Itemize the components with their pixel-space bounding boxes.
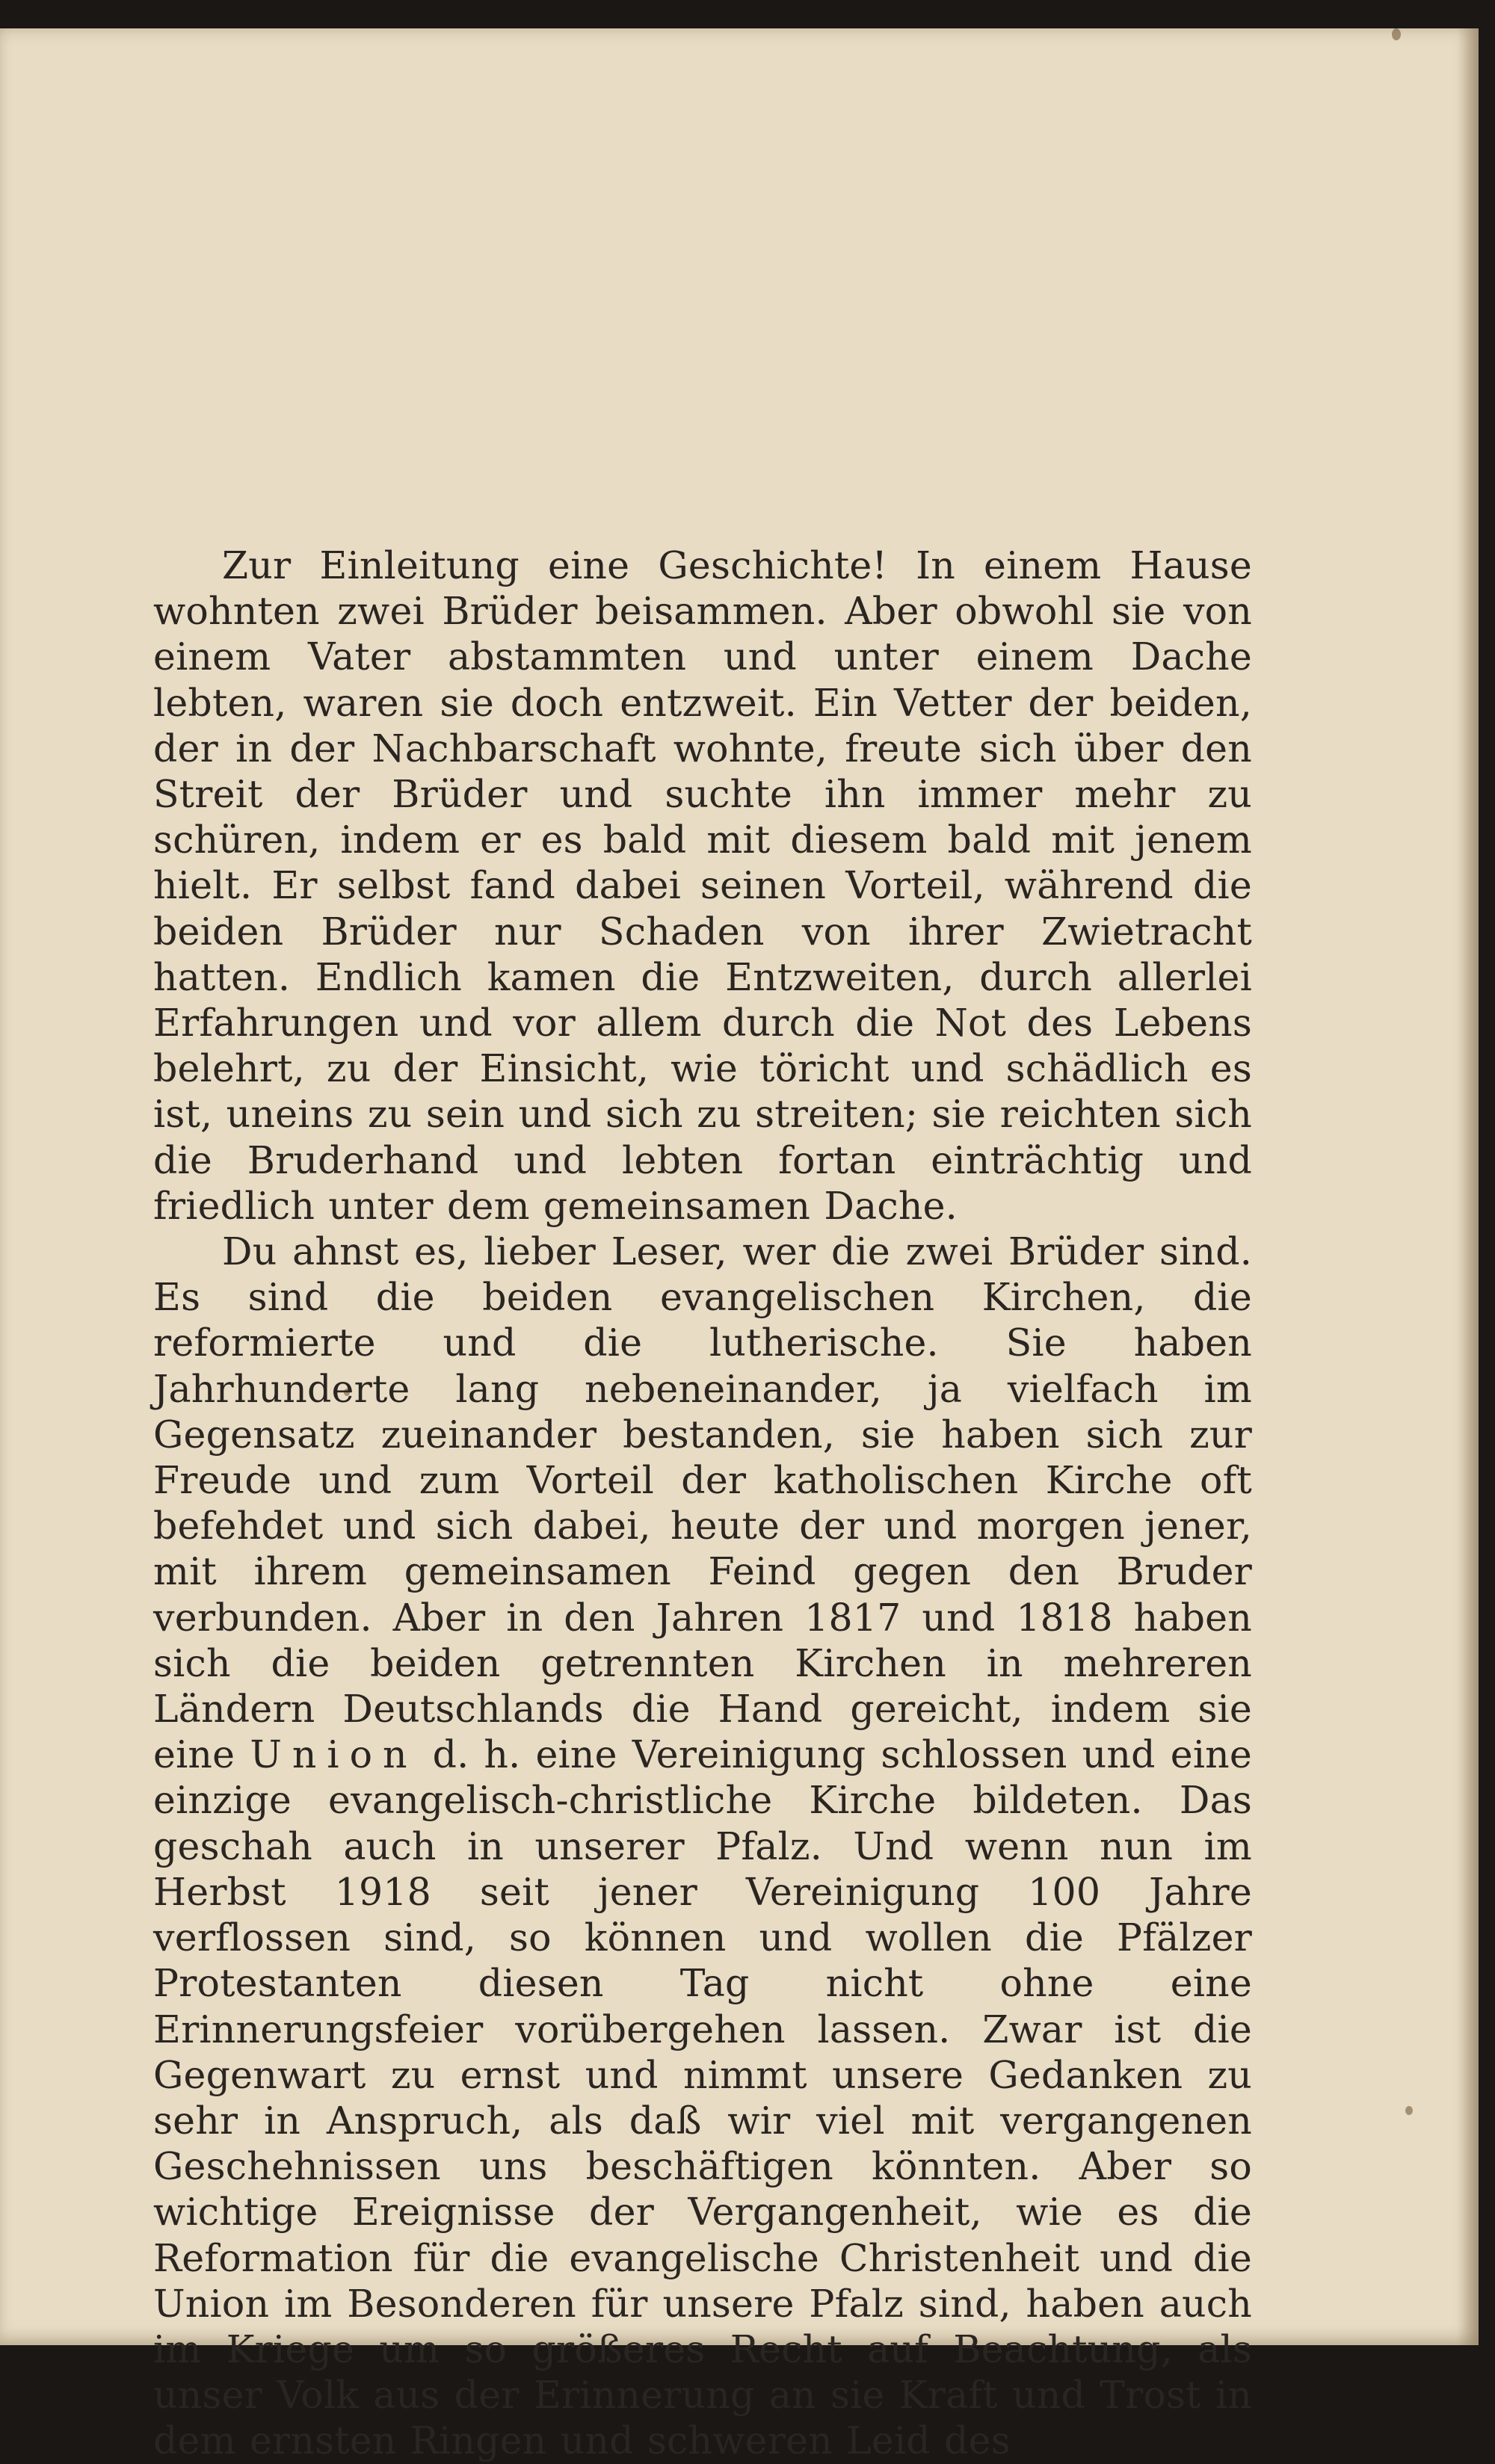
paragraph-intro-story: Zur Einleitung eine Geschichte! In einem Hause wohnten zwei Brüder beisammen. Aber obwohl sie von einem Vater abstammten und unter einem Dache lebten, waren sie doch entzweit. Ein Vetter der beiden, der in der Nachbarschaft wohnte, freute sich über den Streit der Brüder und suchte ihn immer mehr zu schüren, indem er es bald mit diesem bald mit jenem hielt. Er selbst fand dabei seinen Vorteil, während die beiden Brüder nur Schaden von ihrer Zwietracht hatten. Endlich kamen die Entzweiten, durch allerlei Erfahrungen und vor allem durch die Not des Lebens belehrt, zu der Einsicht, wie töricht und schädlich es ist, uneins zu sein und sich zu streiten; sie reichten sich die Bruderhand und lebten fortan einträchtig und friedlich unter dem gemeinsamen Dache.: [153, 543, 1252, 1228]
paper-stain: [1405, 2106, 1413, 2115]
spaced-word-union: Union: [250, 1732, 418, 1777]
paragraph-text-after: d. h. eine Vereinigung schlossen und eine einzige evangelisch-christliche Kirche bildeten. Das geschah auch in unserer Pfalz. Und wenn nun im Herbst 1918 seit jener Vereinigung 100 Jahre verflossen sind, so können und wollen die Pfälzer Protestanten diesen Tag nicht ohne eine Erinnerungsfeier vorübergehen lassen. Zwar ist die Gegenwart zu ernst und nimmt unsere Gedanken zu sehr in Anspruch, als daß wir viel mit vergangenen Geschehnissen uns beschäftigen könnten. Aber so wichtige Ereignisse der Vergangenheit, wie es die Reformation für die evangelische Christenheit und die Union im Besonderen für unsere Pfalz sind, haben auch im Kriege um so größeres Recht auf Beachtung, als unser Volk aus der Erinnerung an sie Kraft und Trost in dem ernsten Ringen und schweren Leid des: [153, 1732, 1252, 2463]
paper-stain: [1392, 28, 1401, 40]
paragraph-union-explanation: [153, 1229, 1252, 2463]
paragraph-text-before: Du ahnst es, lieber Leser, wer die zwei Brüder sind. Es sind die beiden evangelischen Kirchen, die reformierte und die lutherische. Sie haben Jahrhunderte lang nebeneinander, ja vielfach im Gegensatz zueinander bestanden, sie haben sich zur Freude und zum Vorteil der katholischen Kirche oft befehdet und sich dabei, heute der und morgen jener, mit ihrem gemeinsamen Feind gegen den Bruder verbunden. Aber in den Jahren 1817 und 1818 haben sich die beiden getrennten Kirchen in mehreren Ländern Deutschlands die Hand gereicht, indem sie eine: [153, 1229, 1252, 1777]
paper-page: [0, 28, 1479, 2463]
body-text: [153, 543, 1252, 2464]
